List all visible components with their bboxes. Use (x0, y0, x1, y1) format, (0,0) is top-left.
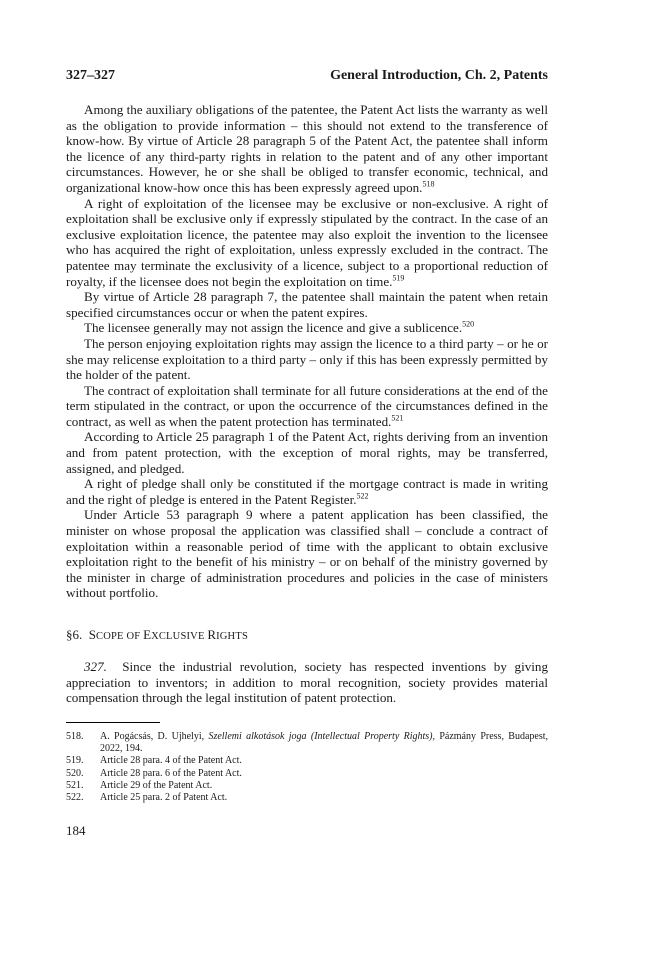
footnotes (66, 731, 548, 805)
footnote-separator (66, 722, 160, 723)
section-number: §6. (66, 627, 83, 642)
paragraph: The contract of exploitation shall terminate for all future considerations at the end of the term stipulated in the contract, or upon the occurrence of the circumstances defined in the contract, as well as when the patent protection has terminated.$^{521}$ (66, 382, 548, 429)
paragraph: According to Article 25 paragraph 1 of the Patent Act, rights deriving from an invention and from patent protection, with the exception of moral rights, may be transferred, assigned, and pledged. (66, 429, 548, 476)
footnote-ref: 520 (462, 319, 475, 329)
header-paragraph-range: 327–327 (66, 68, 115, 83)
footnote: 519. Article 28 para. 4 of the Patent Act. (66, 755, 242, 767)
paragraph: Among the auxiliary obligations of the patentee, the Patent Act lists the warranty as well as the obligation to provide information – this should not extend to the transference of know-how. By virtue of Article 28 paragraph 5 of the Patent Act, the patentee shall inform the licence of any third-party rights in relation to the patent and of any other important circumstances. However, he or she shall be obliged to transfer economic, technical, and organizational know-how once this has been expressly agreed upon.$^{518}$ (66, 102, 548, 195)
footnote: 521. Article 29 of the Patent Act. (66, 779, 213, 791)
paragraph: Under Article 53 paragraph 9 where a patent application has been classified, the minister on whose proposal the application was classified shall – conclude a contract of exploitation within a reasonable period of time with the applicant to obtain exclusive exploitation right to the benefit of his ministry – or on behalf of the ministry governed by the minister in charge of administration procedures and policies in the case of ministers without portfolio. (66, 507, 548, 601)
page-number: 184 (66, 822, 86, 838)
page (66, 68, 548, 839)
footnote-ref: 518 (422, 179, 435, 189)
numbered-paragraph: 327. Since the industrial revolution, society has respected inventions by giving appreciation to inventors; in addition to moral recognition, society provides material compensation through the legal institution of patent protection. (66, 659, 548, 706)
paragraph: A right of pledge shall only be constituted if the mortgage contract is made in writing and the right of pledge is entered in the Patent Register.$^{522}$ (66, 476, 548, 507)
paragraph: The licensee generally may not assign the licence and give a sublicence.$^{520}$ (84, 319, 475, 336)
footnote-ref: 519 (392, 273, 405, 283)
running-header (66, 68, 548, 84)
section-heading: §6. SCOPE OF EXCLUSIVE RIGHTS (66, 627, 248, 642)
header-chapter-title: General Introduction, Ch. 2, Patents (330, 68, 548, 83)
body-text (66, 102, 548, 601)
footnote: 518. A. Pogácsás, D. Ujhelyi, Szellemi alkotások joga (Intellectual Property Rights), Pázmány Press, Budapest, 2022, 194. (66, 730, 548, 755)
footnote-ref: 521 (391, 413, 404, 423)
footnote: 520. Article 28 para. 6 of the Patent Act. (66, 767, 242, 779)
paragraph: By virtue of Article 28 paragraph 7, the patentee shall maintain the patent when retain specified circumstances occur or when the patent expires. (66, 289, 548, 320)
paragraph: A right of exploitation of the licensee may be exclusive or non-exclusive. A right of exploitation shall be exclusive only if expressly stipulated by the contract. In the case of an exclusive exploitation licence, the patentee may also exploit the invention to the licensee who has acquired the right of exploitation, unless expressly excluded in the contract. The patentee may terminate the exclusivity of a licence, subject to a proportional reduction of royalty, if the licensee does not begin the exploitation on time.$^{519}$ (66, 195, 548, 289)
paragraph-number: 327. (84, 659, 107, 674)
footnote: 522. Article 25 para. 2 of Patent Act. (66, 792, 228, 804)
paragraph: The person enjoying exploitation rights may assign the licence to a third party – or he or she may relicense exploitation to a third party – only if this has been expressly permitted by the holder of the patent. (66, 335, 548, 383)
footnote-ref: 522 (356, 491, 369, 501)
